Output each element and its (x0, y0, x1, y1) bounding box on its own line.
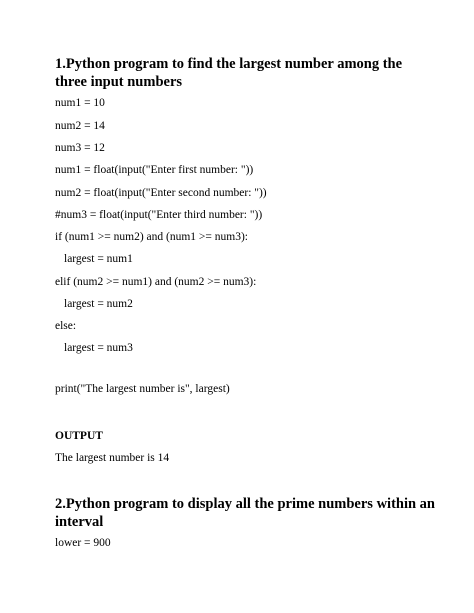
code-line: num3 = 12 (55, 142, 105, 154)
code-line: num1 = 10 (55, 97, 105, 109)
section-1-title: 1.Python program to find the largest number among the three input numbers (55, 56, 403, 90)
code-line: lower = 900 (55, 537, 111, 549)
code-line-indented: largest = num1 (64, 253, 133, 265)
code-line-indented: largest = num2 (64, 298, 133, 310)
section-2-title: 2.Python program to display all the prime numbers within an interval (55, 496, 435, 530)
code-line: num2 = float(input("Enter second number: ")) (55, 187, 267, 199)
code-line-indented: largest = num3 (64, 342, 133, 354)
code-line: num2 = 14 (55, 120, 105, 132)
code-line: num1 = float(input("Enter first number: ")) (55, 164, 254, 176)
code-line: elif (num2 >= num1) and (num2 >= num3): (55, 276, 257, 288)
code-line: #num3 = float(input("Enter third number: ")) (55, 209, 263, 221)
code-line: if (num1 >= num2) and (num1 >= num3): (55, 231, 248, 243)
output-label: OUTPUT (55, 430, 103, 442)
code-line: else: (55, 320, 77, 332)
code-line: print("The largest number is", largest) (55, 383, 230, 395)
output-text: The largest number is 14 (55, 452, 170, 464)
